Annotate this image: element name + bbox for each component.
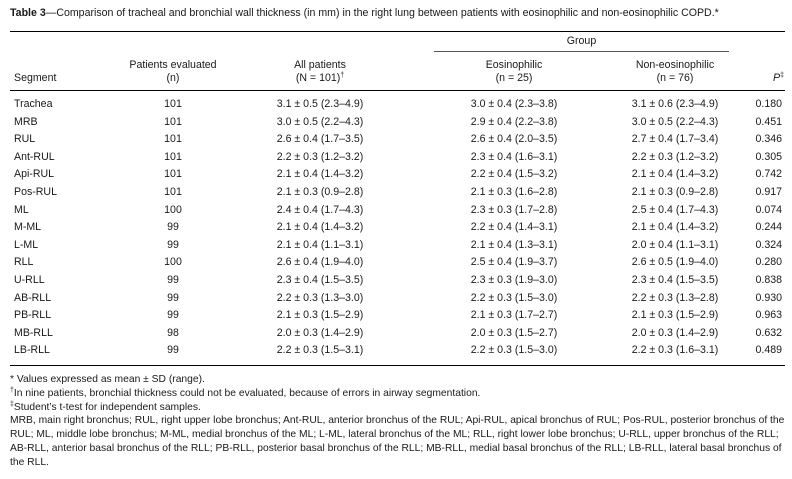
non-eosinophilic-cell: 2.2 ± 0.3 (1.2–3.2) bbox=[631, 150, 719, 163]
table-row bbox=[10, 219, 785, 236]
eosinophilic-cell: 2.2 ± 0.4 (1.4–3.1) bbox=[470, 221, 558, 234]
eosinophilic-cell: 2.1 ± 0.3 (1.6–2.8) bbox=[470, 186, 558, 198]
table-label: Table 3 bbox=[10, 7, 46, 19]
patients-cell: 100 bbox=[164, 203, 182, 216]
segment-cell: Pos-RUL bbox=[14, 186, 57, 198]
segment-cell: Ant-RUL bbox=[14, 150, 55, 163]
p-value-cell: 0.451 bbox=[755, 115, 782, 128]
p-value-cell: 0.930 bbox=[755, 291, 782, 304]
table-caption bbox=[10, 6, 785, 20]
p-value-cell: 0.838 bbox=[755, 274, 782, 286]
table-row bbox=[10, 96, 785, 113]
eosinophilic-cell: 2.0 ± 0.3 (1.5–2.7) bbox=[470, 326, 558, 339]
segment-cell: L-ML bbox=[14, 238, 39, 251]
all-patients-cell: 3.1 ± 0.5 (2.3–4.9) bbox=[276, 98, 364, 110]
col-header-p: P‡ bbox=[773, 72, 784, 84]
top-rule bbox=[10, 31, 785, 32]
patients-cell: 101 bbox=[164, 98, 182, 110]
table-row bbox=[10, 166, 785, 183]
all-patients-cell: 2.1 ± 0.4 (1.4–3.2) bbox=[276, 221, 364, 234]
table-row bbox=[10, 342, 785, 359]
table-row bbox=[10, 184, 785, 201]
all-patients-cell: 2.6 ± 0.4 (1.7–3.5) bbox=[276, 133, 364, 146]
p-value-cell: 0.346 bbox=[755, 133, 782, 146]
group-rule bbox=[434, 51, 729, 52]
eosinophilic-cell: 2.3 ± 0.4 (1.6–3.1) bbox=[470, 150, 558, 163]
all-patients-cell: 2.2 ± 0.3 (1.5–3.1) bbox=[276, 344, 364, 357]
non-eosinophilic-cell: 2.1 ± 0.4 (1.4–3.2) bbox=[631, 168, 719, 181]
table-row bbox=[10, 254, 785, 271]
p-value-cell: 0.489 bbox=[755, 344, 782, 357]
segment-cell: Api-RUL bbox=[14, 168, 55, 181]
dagger-mark: † bbox=[340, 72, 345, 79]
double-dagger-mark: ‡ bbox=[780, 72, 784, 79]
non-eosinophilic-cell: 3.0 ± 0.5 (2.2–4.3) bbox=[631, 115, 719, 128]
p-value-cell: 0.074 bbox=[755, 203, 782, 216]
patients-cell: 101 bbox=[164, 115, 182, 128]
segment-cell: LB-RLL bbox=[14, 344, 50, 357]
p-value-cell: 0.244 bbox=[755, 221, 782, 234]
patients-cell: 101 bbox=[164, 186, 182, 198]
table-row bbox=[10, 202, 785, 219]
eosinophilic-cell: 2.2 ± 0.4 (1.5–3.2) bbox=[470, 168, 558, 181]
caption-text: —Comparison of tracheal and bronchial wall thickness (in mm) in the right lung between patients with eosinophilic and non-eosinophilic COPD.* bbox=[45, 7, 719, 19]
bottom-rule bbox=[10, 365, 785, 366]
patients-cell: 99 bbox=[167, 274, 179, 286]
p-value-cell: 0.917 bbox=[755, 186, 782, 198]
patients-cell: 101 bbox=[164, 150, 182, 163]
segment-cell: MRB bbox=[14, 115, 38, 128]
non-eosinophilic-cell: 2.1 ± 0.4 (1.4–3.2) bbox=[631, 221, 719, 234]
patients-cell: 99 bbox=[167, 291, 179, 304]
segment-cell: RUL bbox=[14, 133, 36, 146]
header-rule bbox=[10, 90, 785, 91]
eosinophilic-cell: 2.1 ± 0.3 (1.7–2.7) bbox=[470, 309, 558, 322]
table-footnotes bbox=[10, 373, 785, 470]
p-value-cell: 0.742 bbox=[755, 168, 782, 181]
eosinophilic-cell: 2.3 ± 0.3 (1.7–2.8) bbox=[470, 203, 558, 216]
non-eosinophilic-cell: 2.6 ± 0.5 (1.9–4.0) bbox=[631, 256, 719, 269]
table-row bbox=[10, 290, 785, 307]
non-eosinophilic-cell: 2.2 ± 0.3 (1.6–3.1) bbox=[631, 344, 719, 357]
patients-cell: 100 bbox=[164, 256, 182, 269]
segment-cell: MB-RLL bbox=[14, 326, 53, 339]
p-value-cell: 0.963 bbox=[755, 309, 782, 322]
p-value-cell: 0.324 bbox=[755, 238, 782, 251]
patients-cell: 99 bbox=[167, 238, 179, 251]
table-row bbox=[10, 307, 785, 324]
segment-cell: RLL bbox=[14, 256, 34, 269]
all-patients-cell: 2.1 ± 0.3 (1.5–2.9) bbox=[276, 309, 364, 322]
segment-cell: ML bbox=[14, 203, 29, 216]
col-header-all: All patients (N = 101)† bbox=[294, 59, 346, 84]
eosinophilic-cell: 2.1 ± 0.4 (1.3–3.1) bbox=[470, 238, 558, 251]
p-value-cell: 0.632 bbox=[755, 326, 782, 339]
non-eosinophilic-cell: 2.1 ± 0.3 (1.5–2.9) bbox=[631, 309, 719, 322]
footnote-dagger: †In nine patients, bronchial thickness could not be evaluated, because of errors in airway segmentation. bbox=[10, 386, 481, 399]
all-patients-cell: 2.3 ± 0.4 (1.5–3.5) bbox=[276, 274, 364, 286]
patients-cell: 99 bbox=[167, 309, 179, 322]
eosinophilic-cell: 3.0 ± 0.4 (2.3–3.8) bbox=[470, 98, 558, 110]
p-value-cell: 0.280 bbox=[755, 256, 782, 269]
eosinophilic-cell: 2.3 ± 0.3 (1.9–3.0) bbox=[470, 274, 558, 286]
footnote-abbreviations: MRB, main right bronchus; RUL, right upper lobe bronchus; Ant-RUL, anterior bronchus of the RUL; Api-RUL, apical bronchus of RUL; Pos-RUL, posterior bronchus of the RUL; ML, middle lobe bronchus; M-ML, medial bronchus of the ML; L-ML, lateral bronchus of the ML; RLL, right lower lobe bronchus; U-RLL, upper bronchus of the RLL; AB-RLL, anterior basal bronchus of the RLL; PB-RLL, posterior basal bronchus of the RLL; MB-RLL, medial basal bronchus of the RLL; LB-RLL, lateral basal bronchus of the RLL. bbox=[10, 415, 785, 468]
eosinophilic-cell: 2.6 ± 0.4 (2.0–3.5) bbox=[470, 133, 558, 146]
all-patients-cell: 2.1 ± 0.3 (0.9–2.8) bbox=[276, 186, 364, 198]
non-eosinophilic-cell: 3.1 ± 0.6 (2.3–4.9) bbox=[631, 98, 719, 110]
non-eosinophilic-cell: 2.0 ± 0.4 (1.1–3.1) bbox=[631, 238, 719, 251]
non-eosinophilic-cell: 2.0 ± 0.3 (1.4–2.9) bbox=[631, 326, 719, 339]
segment-cell: AB-RLL bbox=[14, 291, 52, 304]
group-header: Group bbox=[566, 35, 597, 47]
non-eosinophilic-cell: 2.5 ± 0.4 (1.7–4.3) bbox=[631, 203, 719, 216]
non-eosinophilic-cell: 2.1 ± 0.3 (0.9–2.8) bbox=[631, 186, 719, 198]
all-patients-cell: 2.0 ± 0.3 (1.4–2.9) bbox=[276, 326, 364, 339]
col-header-segment: Segment bbox=[14, 72, 57, 84]
p-value-cell: 0.180 bbox=[755, 98, 782, 110]
non-eosinophilic-cell: 2.3 ± 0.4 (1.5–3.5) bbox=[631, 274, 719, 286]
table-row bbox=[10, 325, 785, 342]
eosinophilic-cell: 2.2 ± 0.3 (1.5–3.0) bbox=[470, 344, 558, 357]
eosinophilic-cell: 2.2 ± 0.3 (1.5–3.0) bbox=[470, 291, 558, 304]
patients-cell: 101 bbox=[164, 168, 182, 181]
eosinophilic-cell: 2.5 ± 0.4 (1.9–3.7) bbox=[470, 256, 558, 269]
segment-cell: Trachea bbox=[14, 98, 53, 110]
col-header-eosinophilic: Eosinophilic (n = 25) bbox=[485, 59, 543, 84]
table-row bbox=[10, 149, 785, 166]
patients-cell: 101 bbox=[164, 133, 182, 146]
patients-cell: 99 bbox=[167, 344, 179, 357]
table-row bbox=[10, 272, 785, 289]
non-eosinophilic-cell: 2.2 ± 0.3 (1.3–2.8) bbox=[631, 291, 719, 304]
p-value-cell: 0.305 bbox=[755, 150, 782, 163]
all-patients-cell: 2.2 ± 0.3 (1.2–3.2) bbox=[276, 150, 364, 163]
eosinophilic-cell: 2.9 ± 0.4 (2.2–3.8) bbox=[470, 115, 558, 128]
all-patients-cell: 2.2 ± 0.3 (1.3–3.0) bbox=[276, 291, 364, 304]
table-row bbox=[10, 237, 785, 254]
footnote-values: * Values expressed as mean ± SD (range). bbox=[10, 374, 205, 385]
all-patients-cell: 2.6 ± 0.4 (1.9–4.0) bbox=[276, 256, 364, 269]
patients-cell: 99 bbox=[167, 221, 179, 234]
col-header-patients: Patients evaluated (n) bbox=[129, 59, 217, 84]
table-row bbox=[10, 114, 785, 131]
non-eosinophilic-cell: 2.7 ± 0.4 (1.7–3.4) bbox=[631, 133, 719, 146]
all-patients-cell: 2.1 ± 0.4 (1.1–3.1) bbox=[276, 238, 364, 251]
all-patients-cell: 2.1 ± 0.4 (1.4–3.2) bbox=[276, 168, 364, 181]
all-patients-cell: 2.4 ± 0.4 (1.7–4.3) bbox=[276, 203, 364, 216]
segment-cell: PB-RLL bbox=[14, 309, 52, 322]
col-header-non-eosinophilic: Non-eosinophilic (n = 76) bbox=[635, 59, 715, 84]
segment-cell: U-RLL bbox=[14, 274, 45, 286]
table-row bbox=[10, 131, 785, 148]
segment-cell: M-ML bbox=[14, 221, 42, 234]
patients-cell: 98 bbox=[167, 326, 179, 339]
footnote-double-dagger: ‡Student’s t-test for independent samples. bbox=[10, 400, 201, 413]
all-patients-cell: 3.0 ± 0.5 (2.2–4.3) bbox=[276, 115, 364, 128]
